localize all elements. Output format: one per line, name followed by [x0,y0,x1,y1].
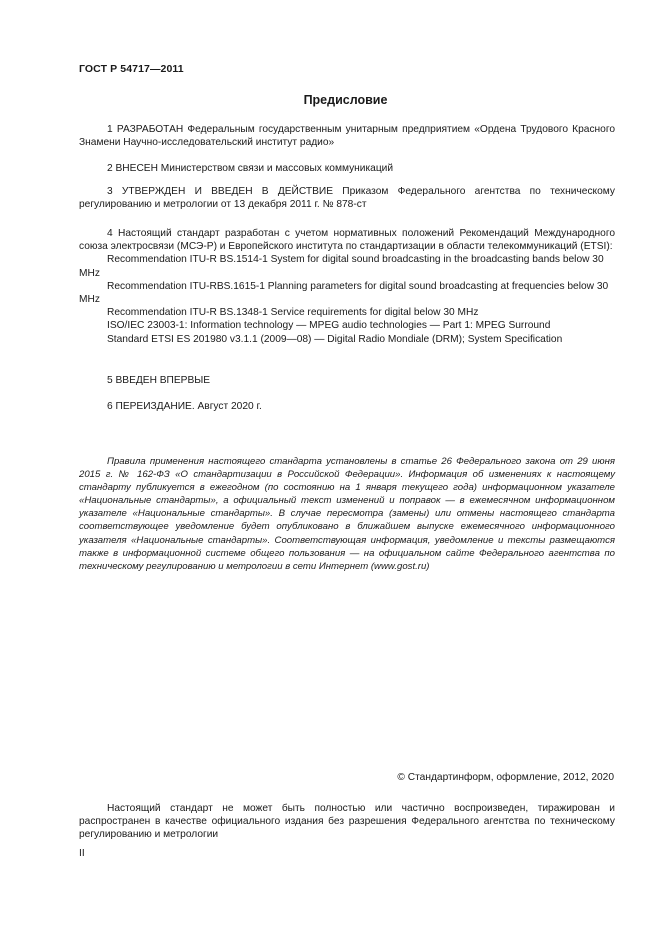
item-2 [79,162,615,175]
standard-code: ГОСТ Р 54717—2011 [79,63,184,75]
item-6 [79,400,615,413]
item-1 [79,123,615,149]
item-5 [79,374,615,387]
application-notice: Правила применения настоящего стандарта установлены в статье 26 Федерального закона от 29 июня 2015 г. № 162-ФЗ «О стандартизации в Российской Федерации». Информация об изменениях к настоящему стандарту публикуется в ежегодном (по состоянию на 1 января текущего года) информационном указателе «Национальные стандарты», а официальный текст изменений и поправок — в ежемесячном информационном указателе «Национальные стандарты». В случае пересмотра (замены) или отмены настоящего стандарта соответствующее уведомление будет опубликовано в ближайшем выпуске ежемесячного информационного указателя «Национальные стандарты». Соответствующая информация, уведомление и тексты размещаются также в информационной системе общего пользования — на официальном сайте Федерального агентства по техническому регулированию и метрологии в сети Интернет (www.gost.ru) [79,456,615,572]
item-3 [79,185,615,211]
page-number: II [79,848,85,859]
page-title: Предисловие [303,93,388,107]
reference-item: ISO/IEC 23003-1: Information technology — MPEG audio technologies — Part 1: MPEG Surround [107,320,551,332]
item-2-text: 2 ВНЕСЕН Министерством связи и массовых коммуникаций [107,163,394,174]
reference-item: Recommendation ITU-R BS.1348-1 Service requirements for digital below 30 MHz [107,307,479,319]
reference-item: Recommendation ITU-RBS.1615-1 Planning parameters for digital sound broadcasting at frequencies below 30 MHz [79,280,609,306]
item-4-intro: 4 Настоящий стандарт разработан с учетом нормативных положений Рекомендаций Международного союза электросвязи (МСЭ-Р) и Европейского института по стандартизации в области телекоммуникаций (ETSI): [79,228,615,253]
item-1-text: 1 РАЗРАБОТАН Федеральным государственным унитарным предприятием «Ордена Трудового Красного Знамени Научно-исследовательский институт радио» [79,124,615,149]
item-5-text: 5 ВВЕДЕН ВПЕРВЫЕ [107,375,211,386]
item-6-text: 6 ПЕРЕИЗДАНИЕ. Август 2020 г. [107,401,262,412]
reference-item: Recommendation ITU-R BS.1514-1 System for digital sound broadcasting in the broadcasting bands below 30 MHz [79,254,604,279]
copyright-line: © Стандартинформ, оформление, 2012, 2020 [397,772,614,783]
item-3-text: 3 УТВЕРЖДЕН И ВВЕДЕН В ДЕЙСТВИЕ Приказом Федерального агентства по техническому регулированию и метрологии от 13 декабря 2011 г. № 878-ст [79,186,615,211]
item-4 [79,227,615,346]
reference-item: Standard ETSI ES 201980 v3.1.1 (2009—08) — Digital Radio Mondiale (DRM); System Specification [107,333,563,345]
rights-notice: Настоящий стандарт не может быть полностью или частично воспроизведен, тиражирован и распространен в качестве официального издания без разрешения Федерального агентства по техническому регулированию и метрологии [79,803,615,841]
